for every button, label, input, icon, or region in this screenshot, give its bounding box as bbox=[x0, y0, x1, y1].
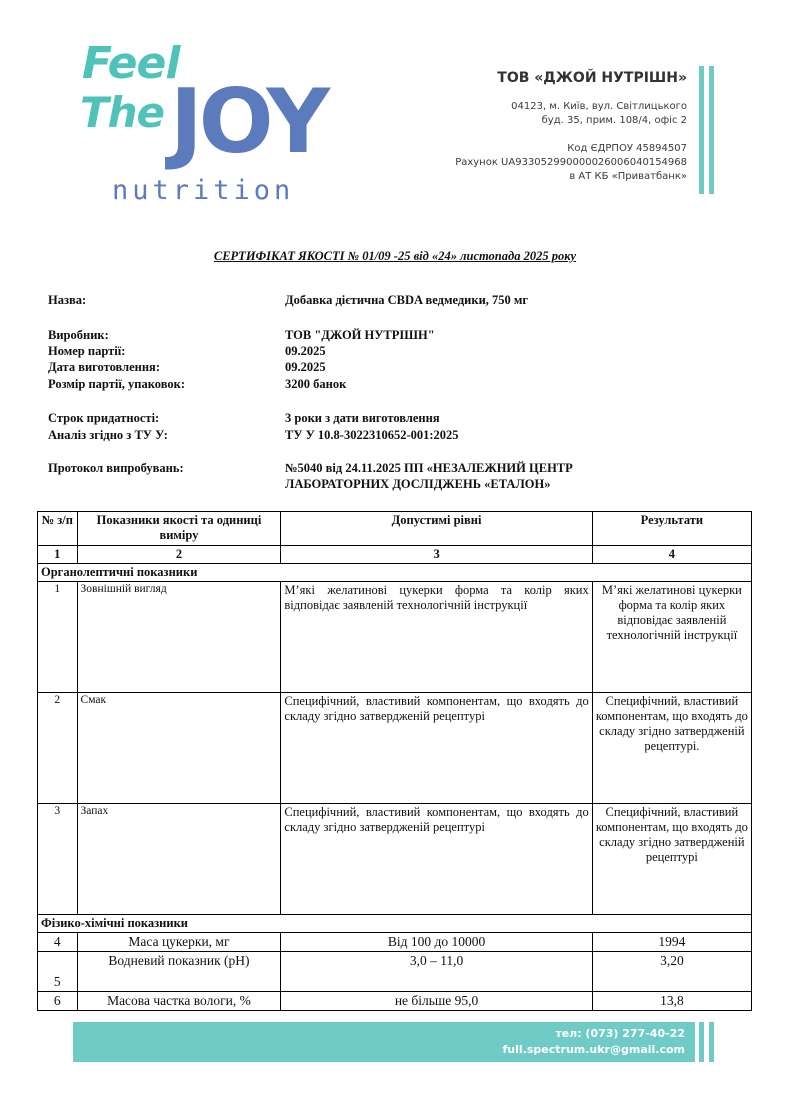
row-allowed: Специфічний, властивий компонентам, що входять до складу згідно затвердженій рецептурі bbox=[281, 804, 592, 915]
header-indicator: Показники якості та одиниці виміру bbox=[77, 512, 281, 546]
table-row bbox=[38, 992, 752, 1011]
col-number-1: 1 bbox=[38, 546, 78, 564]
row-indicator: Запах bbox=[77, 804, 281, 915]
field-label-protocol: Протокол випробувань: bbox=[48, 461, 184, 475]
field-value-manufacturer: ТОВ "ДЖОЙ НУТРІШН" bbox=[285, 328, 435, 342]
row-result: 3,20 bbox=[592, 952, 751, 992]
section-title: Органолептичні показники bbox=[38, 564, 752, 582]
row-result: Специфічний, властивий компонентам, що входять до складу згідно затвердженій рецептурі. bbox=[592, 693, 751, 804]
field-label-batch: Номер партії: bbox=[48, 344, 126, 358]
section-organoleptic bbox=[38, 564, 752, 582]
logo-joy: JOY bbox=[170, 70, 327, 173]
row-allowed: 3,0 – 11,0 bbox=[281, 952, 592, 992]
footer-decor-bar-1 bbox=[699, 1022, 704, 1062]
table-row bbox=[38, 804, 752, 915]
row-indicator: Смак bbox=[77, 693, 281, 804]
row-number: 1 bbox=[38, 582, 78, 693]
field-label-batch-size: Розмір партії, упаковок: bbox=[48, 377, 186, 391]
footer-decor-bar-2 bbox=[709, 1022, 714, 1062]
logo-feel: Feel bbox=[82, 38, 180, 89]
row-number: 5 bbox=[38, 952, 78, 992]
field-value-batch: 09.2025 bbox=[285, 344, 326, 358]
row-allowed: Від 100 до 10000 bbox=[281, 933, 592, 952]
footer-email: full.spectrum.ukr@gmail.com bbox=[502, 1043, 685, 1056]
header-result: Результати bbox=[592, 512, 751, 546]
quality-table bbox=[37, 511, 752, 1011]
decor-bar-1 bbox=[699, 66, 704, 194]
row-number: 2 bbox=[38, 693, 78, 804]
table-row bbox=[38, 693, 752, 804]
row-result: М’які желатинові цукерки форма та колір яких відповідає заявленій технологічній інструкції bbox=[592, 582, 751, 693]
row-indicator: Маса цукерки, мг bbox=[77, 933, 281, 952]
logo-nutrition: nutrition bbox=[112, 175, 295, 206]
field-label-name: Назва: bbox=[48, 293, 87, 307]
company-address-1: 04123, м. Київ, вул. Світлицького bbox=[511, 101, 687, 112]
header-number: № з/п bbox=[38, 512, 78, 546]
row-indicator: Водневий показник (pH) bbox=[77, 952, 281, 992]
company-account: Рахунок UA933052990000026006040154968 bbox=[455, 157, 687, 168]
table-row bbox=[38, 952, 752, 992]
row-number: 4 bbox=[38, 933, 78, 952]
table-row bbox=[38, 933, 752, 952]
field-label-date: Дата виготовлення: bbox=[48, 360, 160, 374]
row-number: 3 bbox=[38, 804, 78, 915]
col-number-2: 2 bbox=[77, 546, 281, 564]
field-value-batch-size: 3200 банок bbox=[285, 377, 347, 391]
certificate-title: СЕРТИФІКАТ ЯКОСТІ № 01/09 -25 від «24» листопада 2025 року bbox=[213, 249, 577, 263]
row-result: 1994 bbox=[592, 933, 751, 952]
decor-bar-2 bbox=[709, 66, 714, 194]
company-bank: в АТ КБ «Приватбанк» bbox=[569, 171, 687, 182]
row-allowed: не більше 95,0 bbox=[281, 992, 592, 1011]
company-edrpou: Код ЄДРПОУ 45894507 bbox=[567, 143, 687, 154]
field-label-shelf-life: Строк придатності: bbox=[48, 411, 160, 425]
header-allowed: Допустимі рівні bbox=[281, 512, 592, 546]
company-name: ТОВ «ДЖОЙ НУТРІШН» bbox=[497, 70, 687, 86]
section-title: Фізико-хімічні показники bbox=[38, 915, 752, 933]
footer-phone: тел: (073) 277-40-22 bbox=[555, 1027, 685, 1040]
col-number-3: 3 bbox=[281, 546, 592, 564]
row-result: 13,8 bbox=[592, 992, 751, 1011]
row-indicator: Зовнішній вигляд bbox=[77, 582, 281, 693]
field-value-analysis: ТУ У 10.8-3022310652-001:2025 bbox=[285, 428, 459, 442]
company-details bbox=[455, 70, 687, 184]
field-value-protocol: №5040 від 24.11.2025 ПП «НЕЗАЛЕЖНИЙ ЦЕНТР bbox=[285, 461, 573, 475]
section-physchem bbox=[38, 915, 752, 933]
logo-the: The bbox=[80, 88, 165, 137]
field-label-analysis: Аналіз згідно з ТУ У: bbox=[48, 428, 168, 442]
row-allowed: М’які желатинові цукерки форма та колір яких відповідає заявленій технологічній інструкції bbox=[281, 582, 592, 693]
col-number-4: 4 bbox=[592, 546, 751, 564]
field-value-name: Добавка дієтична CBDA ведмедики, 750 мг bbox=[285, 293, 529, 307]
row-result: Специфічний, властивий компонентам, що входять до складу згідно затвердженій рецептурі bbox=[592, 804, 751, 915]
row-indicator: Масова частка вологи, % bbox=[77, 992, 281, 1011]
row-number: 6 bbox=[38, 992, 78, 1011]
table-row bbox=[38, 582, 752, 693]
field-value-date: 09.2025 bbox=[285, 360, 326, 374]
footer-bar bbox=[73, 1022, 695, 1062]
field-value-shelf-life: 3 роки з дати виготовлення bbox=[285, 411, 440, 425]
company-address-2: буд. 35, прим. 108/4, офіс 2 bbox=[541, 115, 687, 126]
row-allowed: Специфічний, властивий компонентам, що входять до складу згідно затвердженій рецептурі bbox=[281, 693, 592, 804]
field-value-protocol-2: ЛАБОРАТОРНИХ ДОСЛІДЖЕНЬ «ЕТАЛОН» bbox=[285, 477, 551, 491]
field-label-manufacturer: Виробник: bbox=[48, 328, 109, 342]
table-col-numbers bbox=[38, 546, 752, 564]
table-header-row bbox=[38, 512, 752, 546]
company-logo bbox=[78, 38, 327, 208]
